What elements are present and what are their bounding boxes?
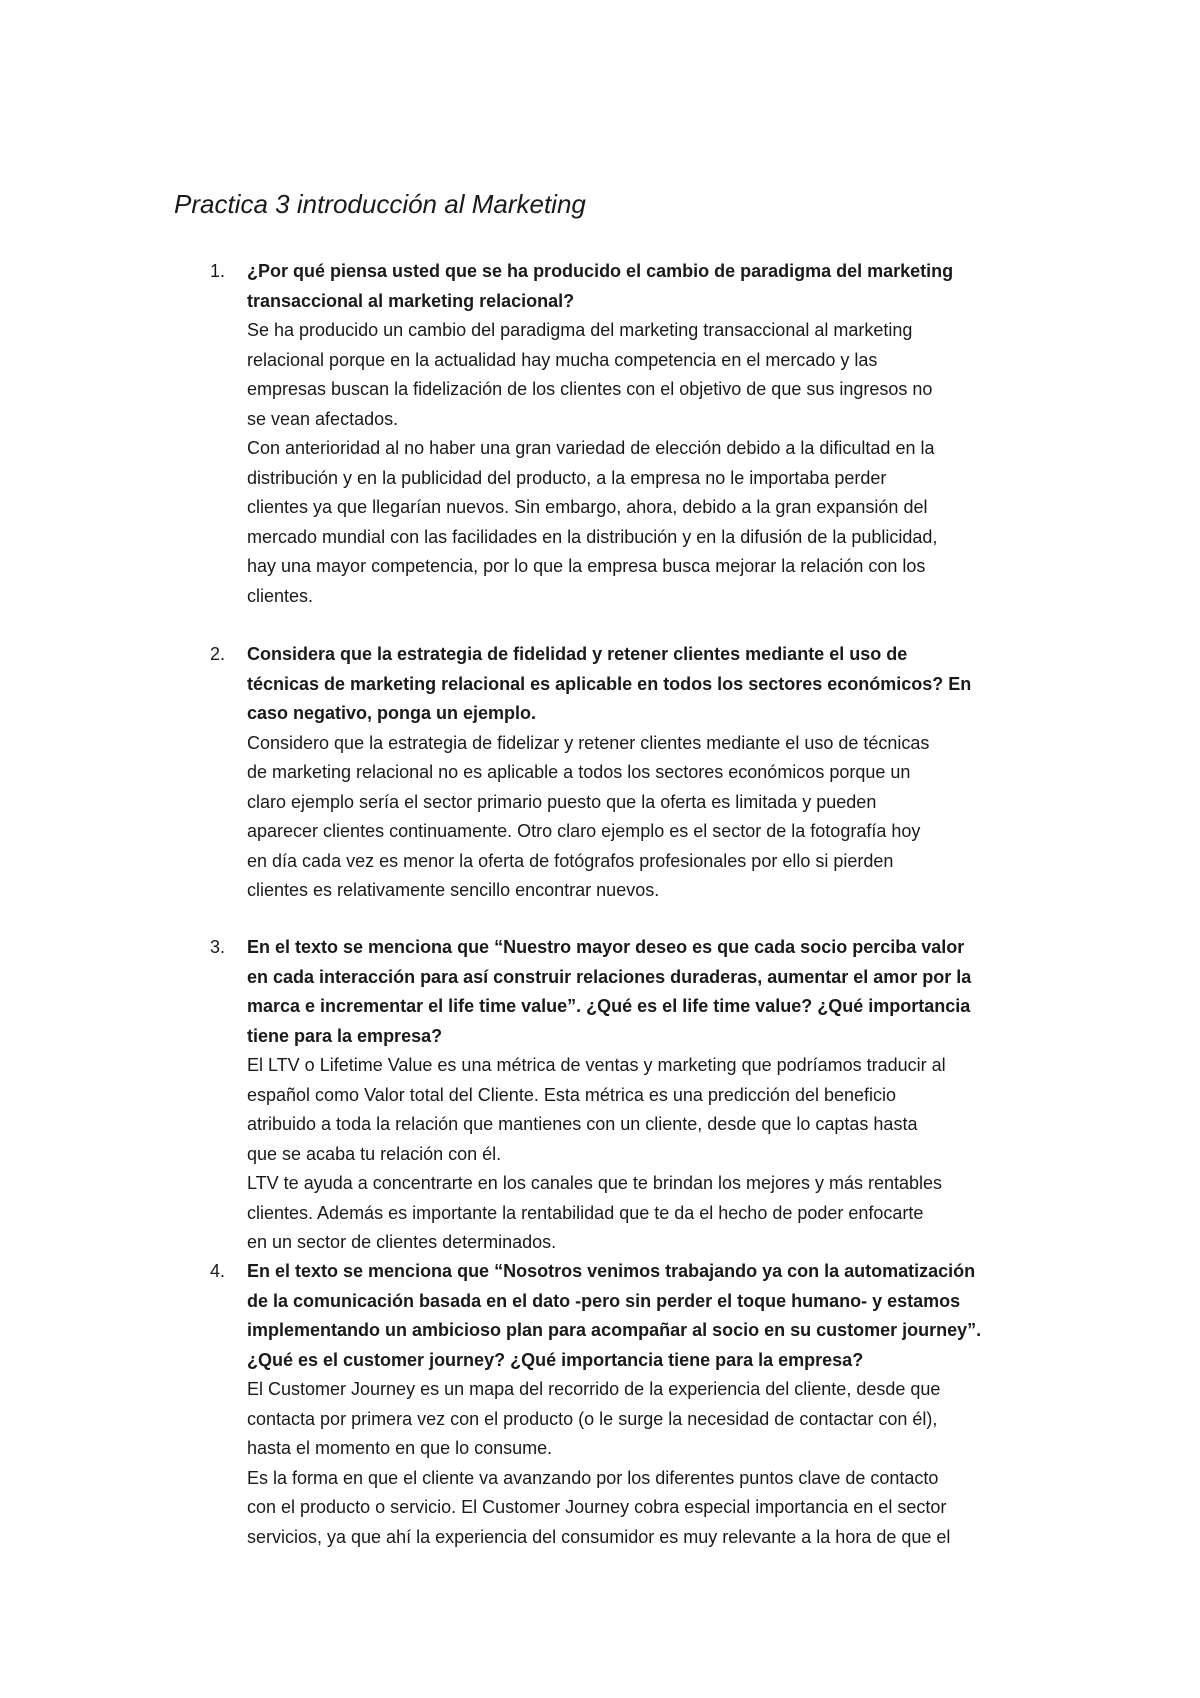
answer-line: El LTV o Lifetime Value es una métrica de ventas y marketing que podríamos traducir al — [247, 1055, 946, 1075]
answer-line: con el producto o servicio. El Customer Journey cobra especial importancia en el sector — [247, 1497, 947, 1517]
question-text — [247, 257, 1067, 316]
question-line: de la comunicación basada en el dato -pero sin perder el toque humano- y estamos — [247, 1290, 961, 1311]
answer-line: servicios, ya que ahí la experiencia del consumidor es muy relevante a la hora de que el — [247, 1526, 951, 1547]
answer-line: LTV te ayuda a concentrarte en los canales que te brindan los mejores y más rentables — [247, 1173, 943, 1193]
answer-line: que se acaba tu relación con él. — [247, 1143, 502, 1164]
answer-line: empresas buscan la fidelización de los clientes con el objetivo de que sus ingresos no — [247, 379, 933, 399]
answer-text — [247, 729, 1067, 906]
answer-line: clientes ya que llegarían nuevos. Sin embargo, ahora, debido a la gran expansión del — [247, 497, 928, 517]
question-line: ¿Qué es el customer journey? ¿Qué importancia tiene para la empresa? — [247, 1349, 864, 1370]
answer-line: se vean afectados. — [247, 408, 399, 429]
question-line: Considera que la estrategia de fidelidad y retener clientes mediante el uso de — [247, 644, 908, 664]
answer-line: aparecer clientes continuamente. Otro claro ejemplo es el sector de la fotografía hoy — [247, 821, 921, 841]
answer-line: claro ejemplo sería el sector primario puesto que la oferta es limitada y pueden — [247, 791, 877, 812]
question-text — [247, 933, 1067, 1051]
answer-line: distribución y en la publicidad del producto, a la empresa no le importaba perder — [247, 467, 887, 488]
answer-line: clientes. — [247, 585, 314, 606]
answer-line: Se ha producido un cambio del paradigma del marketing transaccional al marketing — [247, 320, 913, 340]
answer-line: clientes es relativamente sencillo encontrar nuevos. — [247, 880, 660, 900]
question-number: 1. — [210, 261, 226, 281]
question-body — [247, 933, 1067, 1258]
answer-text — [247, 1375, 1067, 1552]
answer-line: mercado mundial con las facilidades en la distribución y en la difusión de la publicidad, — [247, 526, 938, 547]
answer-line: Con anterioridad al no haber una gran variedad de elección debido a la dificultad en la — [247, 438, 935, 458]
answer-line: hay una mayor competencia, por lo que la empresa busca mejorar la relación con los — [247, 556, 926, 576]
answer-line: en día cada vez es menor la oferta de fotógrafos profesionales por ello si pierden — [247, 850, 894, 871]
answer-line: de marketing relacional no es aplicable a todos los sectores económicos porque un — [247, 762, 911, 782]
question-line: ¿Por qué piensa usted que se ha producido el cambio de paradigma del marketing — [247, 261, 954, 281]
question-text — [247, 1257, 1067, 1375]
question-line: En el texto se menciona que “Nosotros venimos trabajando ya con la automatización — [247, 1261, 976, 1281]
answer-line: hasta el momento en que lo consume. — [247, 1438, 553, 1458]
question-line: marca e incrementar el life time value”. ¿Qué es el life time value? ¿Qué importancia — [247, 996, 971, 1016]
answer-line: relacional porque en la actualidad hay mucha competencia en el mercado y las — [247, 349, 878, 370]
question-line: transaccional al marketing relacional? — [247, 290, 575, 311]
answer-text — [247, 1051, 1067, 1258]
question-number: 4. — [210, 1261, 226, 1281]
answer-line: en un sector de clientes determinados. — [247, 1232, 557, 1252]
answer-line: Considero que la estrategia de fidelizar y retener clientes mediante el uso de técnicas — [247, 732, 930, 753]
question-body — [247, 1257, 1067, 1552]
answer-line: Es la forma en que el cliente va avanzando por los diferentes puntos clave de contacto — [247, 1467, 939, 1488]
answer-line: contacta por primera vez con el producto (o le surge la necesidad de contactar con él), — [247, 1408, 938, 1429]
question-body — [247, 640, 1067, 906]
question-line: en cada interacción para así construir relaciones duraderas, aumentar el amor por la — [247, 966, 972, 987]
question-line: técnicas de marketing relacional es aplicable en todos los sectores económicos? En — [247, 673, 972, 694]
answer-text — [247, 316, 1067, 611]
answer-line: atribuido a toda la relación que mantienes con un cliente, desde que lo captas hasta — [247, 1114, 918, 1134]
question-number: 2. — [210, 644, 226, 664]
question-line: En el texto se menciona que “Nuestro mayor deseo es que cada socio perciba valor — [247, 937, 965, 957]
answer-line: El Customer Journey es un mapa del recorrido de la experiencia del cliente, desde que — [247, 1379, 941, 1399]
answer-line: clientes. Además es importante la rentabilidad que te da el hecho de poder enfocarte — [247, 1202, 924, 1223]
question-line: implementando un ambicioso plan para acompañar al socio en su customer journey”. — [247, 1320, 982, 1340]
answer-line: español como Valor total del Cliente. Esta métrica es una predicción del beneficio — [247, 1084, 897, 1105]
question-line: caso negativo, ponga un ejemplo. — [247, 703, 537, 723]
document-title: Practica 3 introducción al Marketing — [174, 189, 586, 219]
question-body — [247, 257, 1067, 611]
question-number: 3. — [210, 937, 226, 957]
question-line: tiene para la empresa? — [247, 1025, 443, 1046]
question-text — [247, 640, 1067, 729]
